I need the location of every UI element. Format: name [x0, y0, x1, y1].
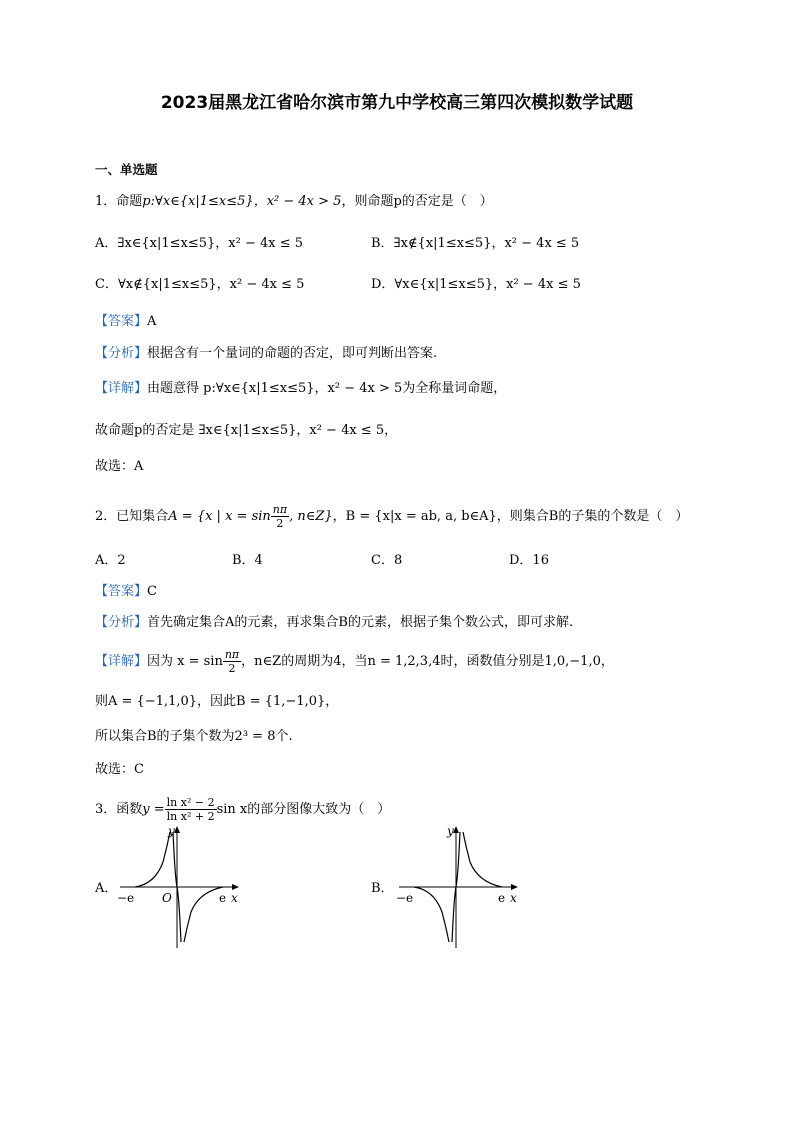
x-axis-label: x	[510, 891, 517, 905]
fraction-numerator: nπ	[224, 648, 240, 661]
x-axis-label: x	[231, 891, 238, 905]
q1-stem-math: p:∀x∈{x|1≤x≤5}，x² − 4x > 5	[142, 194, 342, 209]
q3-stem-prefix: 3．函数	[95, 802, 143, 817]
q2-fraction	[271, 503, 289, 530]
neg-e-label: −e	[117, 891, 135, 905]
q1-detail-2: 故命题p的否定是 ∃x∈{x|1≤x≤5}，x² − 4x ≤ 5，	[95, 423, 398, 438]
origin-label: O	[162, 891, 172, 905]
answer-value: A	[147, 314, 157, 329]
q2-option-a: A．2	[95, 553, 126, 568]
curve-right-upper	[463, 832, 502, 887]
section-heading: 一、单选题	[95, 162, 158, 177]
e-label: e	[219, 891, 227, 905]
q2-detail-3: 所以集合B的子集个数为2³ = 8个.	[95, 729, 293, 744]
q1-answer	[95, 312, 156, 332]
fraction-denominator: 2	[276, 517, 284, 530]
detail-prefix: 因为 x = sin	[147, 654, 223, 669]
q2-stem-prefix: 2．已知集合	[95, 509, 169, 524]
analysis-text: 首先确定集合A的元素，再求集合B的元素，根据子集个数公式，即可求解.	[147, 615, 574, 630]
answer-tag: 【答案】	[95, 584, 148, 599]
q3-graph-b	[394, 822, 524, 952]
q3-option-b-label: B．	[371, 881, 394, 896]
x-axis-arrow	[511, 884, 518, 890]
fraction-denominator: 2	[228, 662, 236, 675]
q1-detail-1	[95, 379, 506, 399]
analysis-text: 根据含有一个量词的命题的否定，即可判断出答案.	[147, 346, 438, 361]
curve-left-lower	[414, 887, 449, 942]
page-title: 2023届黑龙江省哈尔滨市第九中学校高三第四次模拟数学试题	[160, 93, 634, 113]
question-3-stem	[95, 796, 390, 823]
answer-tag: 【答案】	[95, 314, 148, 329]
y-axis-label: y	[447, 824, 454, 838]
detail-text: 由题意得 p:∀x∈{x|1≤x≤5}，x² − 4x > 5为全称量词命题，	[147, 381, 507, 396]
fraction-numerator: nπ	[272, 503, 288, 516]
e-label: e	[498, 891, 506, 905]
fraction-denominator: ln x² + 2	[166, 810, 215, 823]
q3-graph-a	[115, 822, 245, 952]
y-axis-arrow	[174, 826, 180, 833]
q1-choose: 故选：A	[95, 459, 144, 474]
question-2-stem	[95, 503, 688, 530]
q2-set-a-prefix: A = {x | x = sin	[168, 509, 271, 524]
q3-fraction	[165, 796, 217, 823]
q2-detail-2: 则A = {−1,1,0}，因此B = {1,−1,0}，	[95, 694, 339, 709]
curve-left-upper	[135, 832, 170, 887]
q3-stem-suffix: sin x的部分图像大致为（ ）	[216, 802, 391, 817]
q1-option-a: A．∃x∈{x|1≤x≤5}，x² − 4x ≤ 5	[95, 236, 304, 251]
q2-option-b: B．4	[232, 553, 263, 568]
fraction-numerator: ln x² − 2	[166, 796, 215, 809]
curve-right-lower	[184, 887, 223, 942]
q2-option-d: D．16	[509, 553, 549, 568]
q1-option-c: C．∀x∉{x|1≤x≤5}，x² − 4x ≤ 5	[95, 277, 305, 292]
q2-detail-1	[95, 648, 614, 675]
detail-tag: 【详解】	[95, 654, 148, 669]
q2-stem-suffix: ，B = {x|x = ab, a, b∈A}，则集合B的子集的个数是（ ）	[332, 509, 689, 524]
q2-set-a-suffix: , n∈Z}	[289, 509, 333, 524]
q2-option-c: C．8	[371, 553, 403, 568]
q1-option-d: D．∀x∈{x|1≤x≤5}，x² − 4x ≤ 5	[371, 277, 581, 292]
detail-suffix: ，n∈Z的周期为4，当n = 1,2,3,4时，函数值分别是1,0,−1,0，	[241, 654, 614, 669]
q2-answer	[95, 582, 157, 602]
q2-analysis	[95, 613, 573, 633]
q3-y-eq: y =	[142, 802, 165, 817]
y-axis-arrow	[453, 826, 459, 833]
answer-value: C	[147, 584, 157, 599]
neg-e-label: −e	[396, 891, 414, 905]
detail-tag: 【详解】	[95, 381, 148, 396]
question-1-stem	[95, 192, 493, 212]
q1-stem-suffix: ，则命题p的否定是（ ）	[341, 194, 493, 209]
q1-option-b: B．∃x∉{x|1≤x≤5}，x² − 4x ≤ 5	[371, 236, 580, 251]
q1-analysis	[95, 344, 437, 364]
analysis-tag: 【分析】	[95, 615, 148, 630]
y-axis-label: y	[168, 824, 175, 838]
q2-detail-fraction	[223, 648, 241, 675]
q2-choose: 故选：C	[95, 762, 144, 777]
analysis-tag: 【分析】	[95, 346, 148, 361]
x-axis-arrow	[232, 884, 239, 890]
q3-option-a-label: A．	[95, 881, 118, 896]
q1-stem-prefix: 1．命题	[95, 194, 143, 209]
